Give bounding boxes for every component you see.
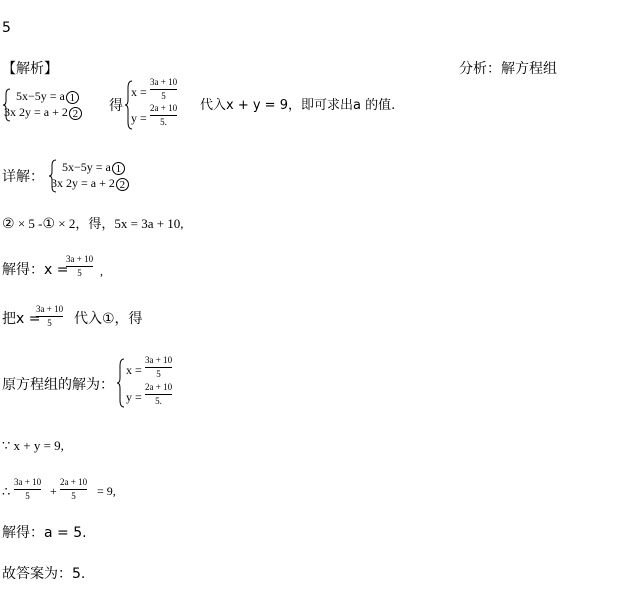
fraction-numerator: 3a + 10 — [36, 304, 64, 314]
fraction-denominator: 5 — [47, 318, 52, 328]
fraction-denominator: 5 — [25, 491, 30, 501]
fraction-numerator: 3a + 10 — [66, 254, 94, 264]
fraction-denominator: 5 — [161, 91, 166, 101]
fraction-denominator: 5. — [160, 117, 167, 127]
solution-label: 原方程组的解为： — [2, 377, 114, 393]
fraction-numerator: 2a + 10 — [145, 382, 173, 392]
equation-2: 3x 2y = a + 2 2 — [51, 177, 129, 191]
substitute-tail: 代入①，得 — [74, 311, 143, 327]
equation-1: 5x−5y = a 1 — [62, 161, 125, 175]
substitute-prefix: 把x = — [2, 311, 41, 327]
solution-y-lhs: y = — [126, 390, 142, 404]
solution-x-lhs: x = — [126, 363, 142, 377]
fraction-bar — [60, 489, 87, 490]
plus-sign: + — [50, 484, 57, 498]
fraction-bar — [36, 316, 63, 317]
section-title: 【解析】 — [2, 61, 58, 77]
fraction-bar — [150, 115, 177, 116]
equation-2: 3x 2y = a + 2 2 — [4, 106, 82, 120]
fraction-x — [66, 255, 93, 278]
fraction-bar — [14, 489, 41, 490]
detail-label: 详解： — [2, 169, 44, 185]
fraction-2 — [60, 478, 87, 501]
fraction-x — [145, 356, 172, 379]
fraction-y — [145, 383, 172, 406]
de-text: 得 — [109, 98, 123, 114]
elimination-step: ② × 5 -① × 2，得，5x = 3a + 10, — [2, 216, 184, 232]
solve-x-label: 解得：x = — [2, 262, 69, 278]
analysis-title: 分析：解方程组 — [459, 61, 557, 77]
because-line: ∵ x + y = 9, — [2, 438, 64, 453]
therefore-tail: = 9, — [97, 484, 116, 498]
circled-number-1: 1 — [66, 91, 79, 104]
fraction-denominator: 5 — [77, 268, 82, 278]
solve-x-tail: , — [100, 264, 103, 278]
circled-number-2: 2 — [116, 178, 129, 191]
answer-line: 故答案为：5. — [2, 566, 86, 582]
fraction-bar — [66, 266, 93, 267]
therefore-symbol: ∴ — [2, 484, 11, 499]
fraction-denominator: 5 — [156, 369, 161, 379]
fraction-denominator: 5. — [155, 396, 162, 406]
equation-1: 5x−5y = a 1 — [16, 90, 79, 104]
fraction-bar — [145, 394, 172, 395]
fraction-numerator: 3a + 10 — [14, 477, 42, 487]
left-brace-icon — [116, 358, 126, 408]
fraction-bar — [145, 367, 172, 368]
circled-number-2: 2 — [69, 107, 82, 120]
fraction-y — [150, 104, 177, 127]
fraction-x — [36, 305, 63, 328]
fraction-denominator: 5 — [71, 491, 76, 501]
fraction-x — [150, 78, 177, 101]
fraction-numerator: 3a + 10 — [150, 77, 178, 87]
fraction-numerator: 3a + 10 — [145, 355, 173, 365]
analysis-tail: 代入x + y = 9，即可求出a 的值. — [200, 98, 396, 113]
question-number: 5 — [2, 20, 11, 36]
solve-a-line: 解得：a = 5. — [2, 525, 87, 541]
fraction-bar — [150, 89, 177, 90]
circled-number-1: 1 — [112, 162, 125, 175]
fraction-numerator: 2a + 10 — [150, 103, 178, 113]
fraction-numerator: 2a + 10 — [60, 477, 88, 487]
solution-y-lhs: y = — [131, 111, 147, 125]
fraction-1 — [14, 478, 41, 501]
solution-x-lhs: x = — [131, 85, 147, 99]
